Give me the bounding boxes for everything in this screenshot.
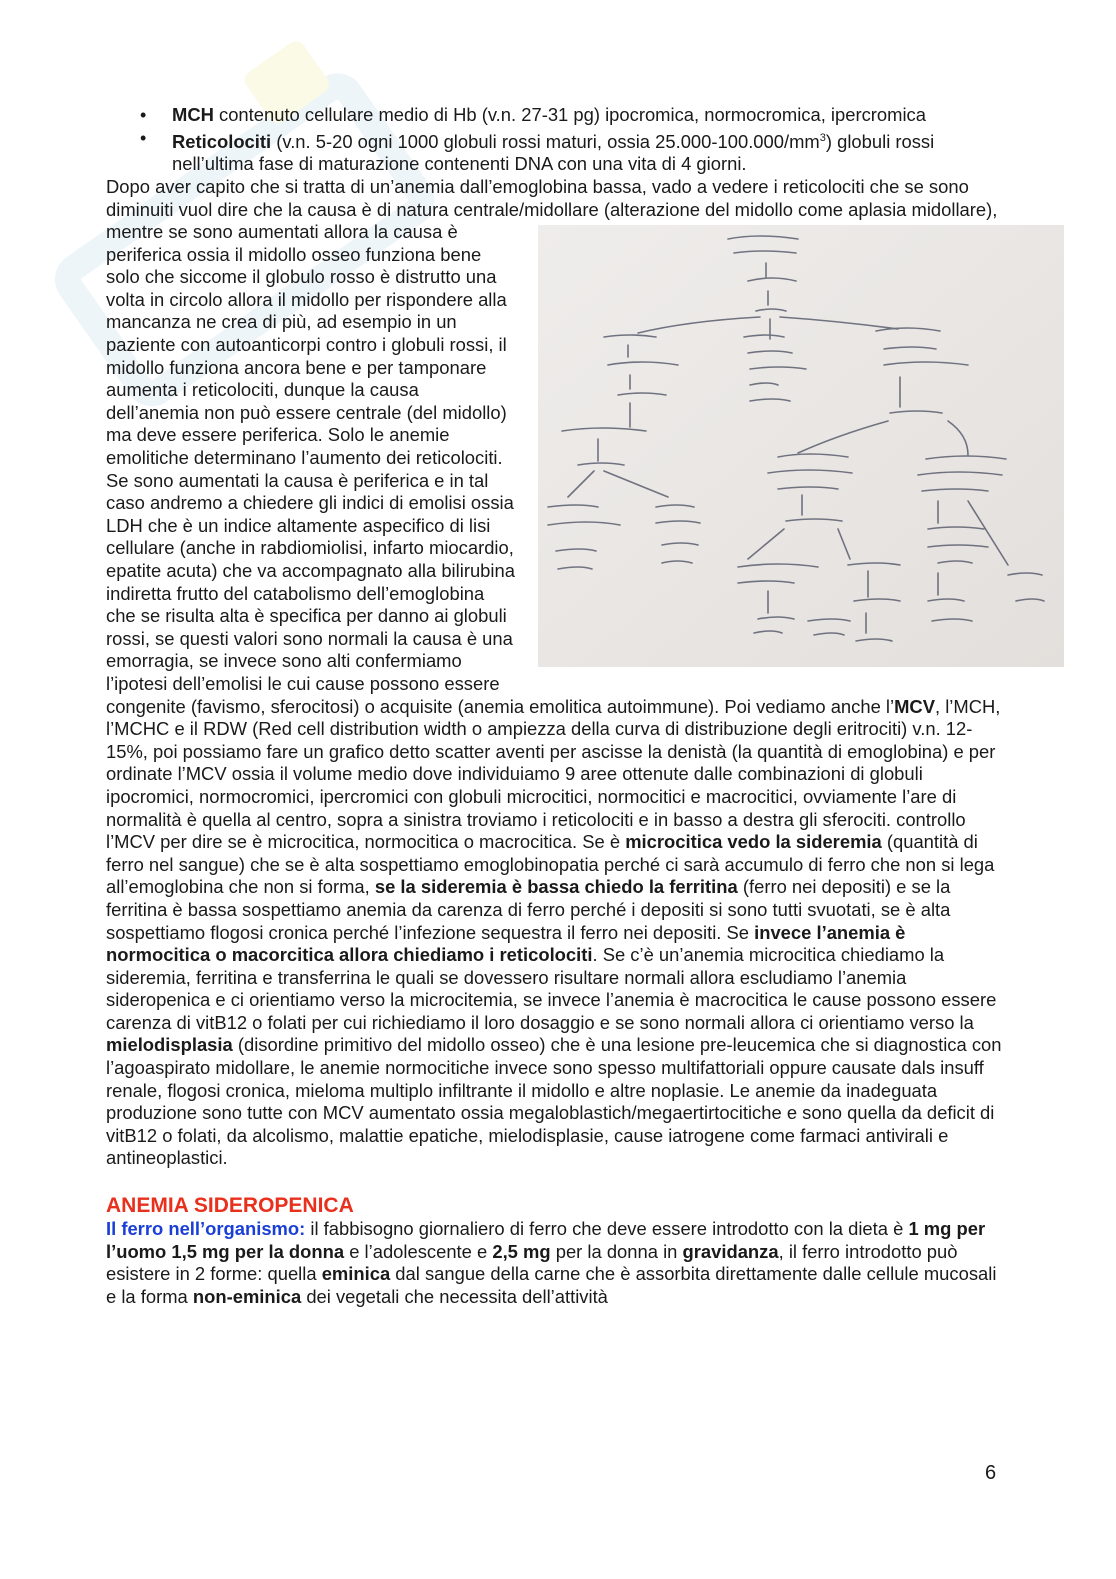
handwritten-diagram xyxy=(538,225,1064,667)
body-text: , l’MCH, l’MCHC e il RDW (Red cell distribution width o ampiezza della curva di distribuzione degli eritrociti) v.n. 12-15%, poi possiamo fare un grafico detto scatter aventi per ascisse la denistà (la quantità di emoglobina) e per ordinate l’MCV ossia il volume medio dove individuiamo 9 aree ottenute dalle combinazioni di globuli ipocromici, normocromici, ipercromici con globuli microcitici, normocitici e macrocitici, ovviamente l’are di normalità è quella al centro, sopra a sinistra troviamo i reticolociti e in basso a destra gli sferociti. controllo l’MCV per dire se è microcitica, normocitica o macrocitica. Se è xyxy=(106,695,1001,853)
body-text: (ferro nei depositi) e se la ferritina è bassa sospettiamo anemia da carenza di ferro perché i depositi si sono tutti svuotati, se è alta sospettiamo flogosi cronica perché l’infezione sequestra il ferro nei depositi. Se xyxy=(106,876,951,943)
body-text: (disordine primitivo del midollo osseo) che è una lesione pre-leucemica che si diagnostica con l’agoaspirato midollare, le anemie normocitiche invece sono spesso multifattoriali oppure causate dals insuff renale, flogosi cronica, mieloma multiplo infiltrante il midollo e altre noplasie. Le anemie da inadeguata produzione sono tutte con MCV aumentato ossia megaloblastich/megaertirtocitiche e sono quella da deficit di vitB12 o folati, da alcolismo, malattie epatiche, mielodisplasie, cause iatrogene come farmaci antivirali e antineoplastici. xyxy=(106,1034,1002,1169)
bullet-icon: • xyxy=(140,127,147,148)
bullet-icon: • xyxy=(140,105,147,125)
term-reticolociti: Reticolociti xyxy=(172,130,272,152)
section-title: ANEMIA SIDEROPENICA xyxy=(106,1194,354,1218)
body-text: (quantità di ferro nel sangue) che se è alta sospettiamo emoglobinopatia perché ci sarà accumulo di ferro che non si lega all’emoglobina che non si forma, xyxy=(106,831,995,898)
body-paragraph xyxy=(106,176,1006,1170)
page-number: 6 xyxy=(985,1462,997,1484)
document-page xyxy=(106,104,1006,1308)
body-text: . Se c’è un’anemia microcitica chiediamo la sideremia, ferritina e transferrina le quali se dovessero risultare normali allora escludiamo l’anemia sideropenica e ci orientiamo verso la microcitemia, se invece l’anemia è macrocitica le cause possono essere carenza di vitB12 o folati per cui richiediamo il loro dosaggio e se sono normali allora ci orientiamo verso la xyxy=(106,944,997,1033)
bold-phrase: MCV xyxy=(894,695,935,717)
flowchart-photo xyxy=(538,225,1064,667)
list-item: • Reticolociti (v.n. 5-20 ogni 1000 globuli rossi maturi, ossia $25.000-100.000/mm^3$) globuli rossi nell’ultima fase di maturazione contenenti DNA con una vita di 4 giorni. xyxy=(140,127,935,175)
bold-phrase: microcitica vedo la sideremia xyxy=(625,831,882,853)
section-lead: Il ferro nell’organismo: xyxy=(106,1218,306,1240)
bold-phrase: se la sideremia è bassa chiedo la ferritina xyxy=(374,876,738,898)
body-text-wrap: aumentati allora la causa è periferica ossia il midollo osseo funziona bene solo che siccome il globulo rosso è distrutto una volta in circolo allora il midollo per rispondere alla mancanza ne crea di più, ad esempio in un paziente con autoanticorpi contro i globuli rossi, il midollo funziona ancora bene e per tamponare aumenta i reticolociti, dunque la causa dell’anemia non può essere centrale (del midollo) ma deve essere periferica. Solo le anemie emolitiche determinano l’aumento dei reticolociti. Se sono aumentati la causa è periferica e in tal caso andremo a chiedere gli indici di emolisi ossia LDH che è un indice altamente aspecifico di lisi cellulare (anche in rabdiomiolisi, infarto miocardio, epatite acuta) che va accompagnato alla bilirubina indiretta frutto del catabolismo dell’emoglobina che se risulta alta è specifica per danno ai globuli rossi, se questi valori sono normali la causa è una emorragia, se invece sono alti confermiamo l’ipotesi dell’emolisi le cui cause possono essere congenite (favismo, sferocitosi) o acquisite (anemia emolitica autoimmune). Poi vediamo anche l’ xyxy=(106,221,895,717)
term-mch: MCH xyxy=(172,104,214,125)
bullet-list xyxy=(106,104,1006,176)
bold-phrase: mielodisplasia xyxy=(106,1034,233,1056)
list-item: • MCH contenuto cellulare medio di Hb (v.n. 27-31 pg) ipocromica, normocromica, ipercromica xyxy=(140,104,926,125)
section-paragraph: Il ferro nell’organismo: il fabbisogno giornaliero di ferro che deve essere introdotto con la dieta è 1 mg per l’uomo 1,5 mg per la donna e l’adolescente e 2,5 mg per la donna in gravidanza, il ferro introdotto può esistere in 2 forme: quella eminica dal sangue della carne che è assorbita direttamente dalle cellule mucosali e la forma non-eminica dei vegetali che necessita dell’attività xyxy=(106,1218,997,1307)
bold-phrase: invece l’anemia è normocitica o macorcitica allora chiediamo i reticolociti xyxy=(106,921,906,966)
body-text-start: Dopo aver capito che si tratta di un’anemia dall’emoglobina bassa, vado a vedere i reticolociti che se sono diminuiti vuol dire che la causa è di natura centrale/midollare (alterazione del midollo come aplasia midollare), mentre se sono xyxy=(106,175,998,243)
